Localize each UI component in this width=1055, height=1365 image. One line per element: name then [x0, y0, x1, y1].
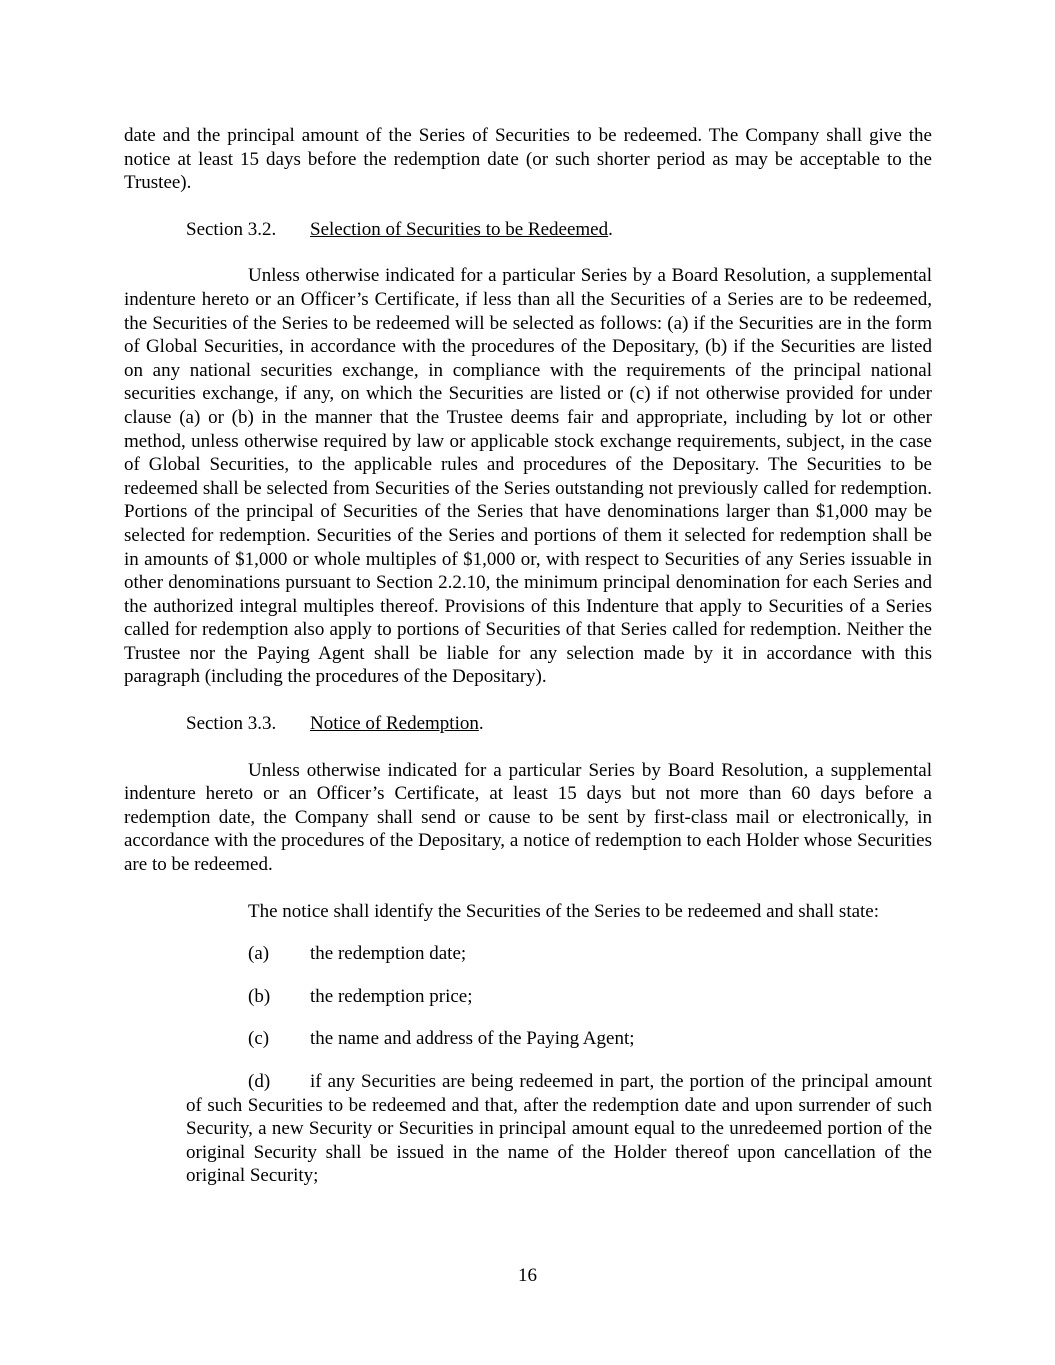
- list-item-b: [124, 985, 932, 1009]
- continuation-paragraph: date and the principal amount of the Series of Securities to be redeemed. The Company shall give the notice at least 15 days before the redemption date (or such shorter period as may be acceptable to the Trustee).: [124, 125, 932, 194]
- section-3-2-heading: [124, 218, 932, 242]
- list-item-c: [124, 1027, 932, 1051]
- list-marker: (a): [248, 943, 270, 965]
- section-3-2-number: Section 3.2.: [186, 218, 277, 240]
- page-number: 16: [518, 1265, 537, 1286]
- list-marker: (d): [248, 1071, 271, 1092]
- section-3-2-paragraph: Unless otherwise indicated for a particular Series by a Board Resolution, a supplemental indenture hereto or an Officer’s Certificate, if less than all the Securities of a Series are to be redeemed, the Securities of the Series to be redeemed will be selected as follows: (a) if the Securities are in the form of Global Securities, in accordance with the procedures of the Depositary, (b) if the Securities are listed on any national securities exchange, in compliance with the requirements of the principal national securities exchange, if any, on which the Securities are listed or (c) if not otherwise provided for under clause (a) or (b) in the manner that the Trustee deems fair and appropriate, including by lot or other method, unless otherwise required by law or applicable stock exchange requirements, subject, in the case of Global Securities, to the applicable rules and procedures of the Depositary. The Securities to be redeemed shall be selected from Securities of the Series outstanding not previously called for redemption. Portions of the principal of Securities of the Series that have denominations larger than $1,000 may be selected for redemption. Securities of the Series and portions of them it selected for redemption shall be in amounts of $1,000 or whole multiples of $1,000 or, with respect to Securities of any Series issuable in other denominations pursuant to Section 2.2.10, the minimum principal denomination for each Series and the authorized integral multiples thereof. Provisions of this Indenture that apply to Securities of a Series called for redemption also apply to portions of Securities of that Series called for redemption. Neither the Trustee nor the Paying Agent shall be liable for any selection made by it in accordance with this paragraph (including the procedures of the Depositary).: [124, 265, 932, 688]
- list-item-a: [124, 942, 932, 966]
- list-marker: (b): [248, 985, 271, 1007]
- list-item-text: the redemption price;: [310, 985, 473, 1007]
- list-marker: (c): [248, 1028, 270, 1050]
- section-3-3-paragraph: Unless otherwise indicated for a particular Series by Board Resolution, a supplemental indenture hereto or an Officer’s Certificate, at least 15 days but not more than 60 days before a redemption date, the Company shall send or cause to be sent by first-class mail or electronically, in accordance with the procedures of the Depositary, a notice of redemption to each Holder whose Securities are to be redeemed.: [124, 759, 932, 876]
- section-3-3-heading: [124, 712, 932, 736]
- notice-contents-intro: The notice shall identify the Securities of the Series to be redeemed and shall state:: [248, 900, 880, 922]
- section-3-3-number: Section 3.3.: [186, 713, 277, 735]
- page-body: [124, 124, 932, 1188]
- section-3-3-title: Notice of Redemption: [310, 713, 479, 735]
- list-item-d: [124, 1070, 932, 1188]
- section-3-2-title: Selection of Securities to be Redeemed: [310, 218, 609, 240]
- list-item-text: the redemption date;: [310, 943, 467, 965]
- section-3-3-title-period: .: [478, 713, 484, 735]
- section-3-2-title-period: .: [608, 218, 613, 240]
- list-item-text: if any Securities are being redeemed in part, the portion of the principal amount of such Securities to be redeemed and that, after the redemption date and upon surrender of such Security, a new Security or Securities in principal amount equal to the unredeemed portion of the original Security shall be issued in the name of the Holder thereof upon cancellation of the original Security;: [186, 1071, 932, 1187]
- list-item-text: the name and address of the Paying Agent;: [310, 1028, 635, 1050]
